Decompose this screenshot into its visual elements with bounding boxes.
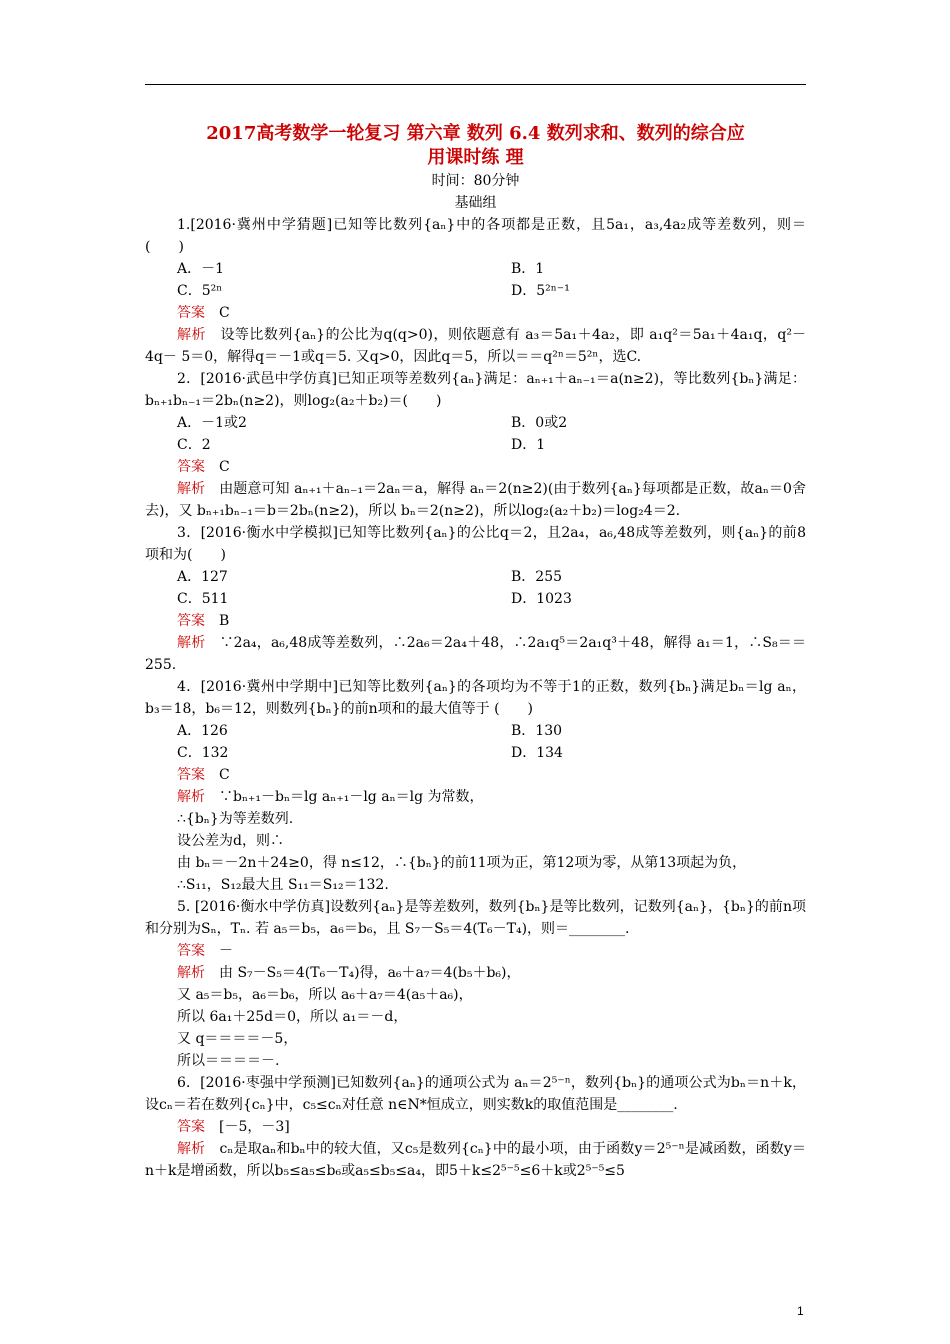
option-a: A．－1或2 [177, 415, 247, 431]
option-b: B．130 [511, 723, 563, 739]
question-2-options-cd [145, 434, 806, 456]
answer-value: C [219, 767, 230, 783]
answer-label: 答案 [177, 305, 205, 321]
answer-value: C [219, 305, 230, 321]
option-b: B．1 [511, 261, 545, 277]
analysis-text: cₙ是取aₙ和bₙ中的较大值，又c₅是数列{cₙ}中的最小项，由于函数y＝2⁵⁻ⁿ是减函数，函数y＝n＋k是增函数，所以b₅≤a₅≤b₆或a₅≤b₅≤a₄，即5＋k≤2⁵⁻⁵≤6＋k或2⁵⁻⁵≤5 [145, 1141, 807, 1179]
question-1-analysis [145, 324, 806, 368]
question-4-options-cd [145, 742, 806, 764]
analysis-label: 解析 [177, 789, 205, 805]
question-6-analysis [145, 1138, 806, 1182]
analysis-label: 解析 [177, 965, 205, 981]
question-4-stem: 4．[2016·冀州中学期中]已知等比数列{aₙ}的各项均为不等于1的正数，数列{bₙ}满足bₙ＝lg aₙ，b₃＝18，b₆＝12，则数列{bₙ}的前n项和的最大值等于 ( ) [145, 679, 806, 717]
question-5-answer [145, 940, 806, 962]
question-4-analysis-line: 设公差为d，则∴ [177, 833, 284, 849]
question-3-analysis [145, 632, 806, 676]
option-c: C．2 [177, 437, 211, 453]
answer-value: [－5，－3] [219, 1119, 290, 1135]
answer-label: 答案 [177, 943, 205, 959]
answer-label: 答案 [177, 767, 205, 783]
question-6-stem: 6．[2016·枣强中学预测]已知数列{aₙ}的通项公式为 aₙ＝2⁵⁻ⁿ，数列{bₙ}的通项公式为bₙ＝n＋k，设cₙ＝若在数列{cₙ}中，c₅≤cₙ对任意 n∈N*恒成立，则实数k的取值范围是________. [145, 1075, 806, 1113]
time-limit: 时间：80分钟 [431, 173, 520, 189]
document-title [145, 122, 806, 170]
question-2-stem: 2．[2016·武邑中学仿真]已知正项等差数列{aₙ}满足：aₙ₊₁＋aₙ₋₁＝a(n≥2)，等比数列{bₙ}满足：bₙ₊₁bₙ₋₁＝2bₙ(n≥2)，则log₂(a₂＋b₂)＝( ) [145, 371, 806, 409]
option-d: D．5²ⁿ⁻¹ [511, 283, 570, 299]
option-c: C．5²ⁿ [177, 283, 223, 299]
question-2-options-ab [145, 412, 806, 434]
question-4-answer [145, 764, 806, 786]
answer-label: 答案 [177, 613, 205, 629]
analysis-text: ∵bₙ₊₁－bₙ＝lg aₙ₊₁－lg aₙ＝lg 为常数， [219, 789, 484, 805]
question-3-options-ab [145, 566, 806, 588]
analysis-text: ∵2a₄，a₆,48成等差数列，∴2a₆＝2a₄＋48，∴2a₁q⁵＝2a₁q³＋48，解得 a₁＝1，∴S₈＝＝255. [145, 635, 806, 673]
title-line-2: 用课时练 理 [427, 147, 524, 168]
question-5-analysis [145, 962, 806, 984]
page-number: 1 [797, 1304, 804, 1318]
option-a: A．－1 [177, 261, 225, 277]
question-1-answer [145, 302, 806, 324]
question-1-options-ab [145, 258, 806, 280]
question-1-stem: 1.[2016·冀州中学猜题]已知等比数列{aₙ}中的各项都是正数，且5a₁，a₃,4a₂成等差数列，则＝( ) [145, 217, 806, 255]
question-5-analysis-line: 所以＝＝＝＝－. [177, 1053, 280, 1069]
option-a: A．126 [177, 723, 228, 739]
answer-value: C [219, 459, 230, 475]
question-5-analysis-line: 又 q＝＝＝＝－5， [177, 1031, 298, 1047]
question-3-options-cd [145, 588, 806, 610]
answer-value: － [219, 943, 233, 959]
question-4-analysis [145, 786, 806, 808]
question-5-stem: 5. [2016·衡水中学仿真]设数列{aₙ}是等差数列，数列{bₙ}是等比数列，记数列{aₙ}，{bₙ}的前n项和分别为Sₙ，Tₙ. 若 a₅＝b₅，a₆＝b₆，且 S₇－S₅＝4(T₆－T₄)，则＝________. [145, 899, 806, 937]
header-rule [145, 84, 806, 85]
answer-label: 答案 [177, 1119, 205, 1135]
question-3-stem: 3．[2016·衡水中学模拟]已知等比数列{aₙ}的公比q＝2，且2a₄，a₆,48成等差数列，则{aₙ}的前8项和为( ) [145, 525, 806, 563]
option-c: C．511 [177, 591, 229, 607]
option-d: D．134 [511, 745, 563, 761]
analysis-text: 由题意可知 aₙ₊₁＋aₙ₋₁＝2aₙ＝a，解得 aₙ＝2(n≥2)(由于数列{aₙ}每项都是正数，故aₙ＝0舍去)，又 bₙ₊₁bₙ₋₁＝b＝2bₙ(n≥2)，所以 bₙ＝2(n≥2)，所以log₂(a₂＋b₂)＝log₂4＝2. [145, 481, 807, 519]
analysis-label: 解析 [177, 635, 206, 651]
option-a: A．127 [177, 569, 228, 585]
option-d: D．1023 [511, 591, 572, 607]
option-b: B．0或2 [511, 415, 568, 431]
analysis-label: 解析 [177, 481, 206, 497]
answer-label: 答案 [177, 459, 205, 475]
question-1-options-cd [145, 280, 806, 302]
question-4-analysis-line: ∴{bₙ}为等差数列. [177, 811, 294, 827]
analysis-label: 解析 [177, 327, 206, 343]
analysis-text: 设等比数列{aₙ}的公比为q(q>0)，则依题意有 a₃＝5a₁＋4a₂，即 a₁q²＝5a₁＋4a₁q，q²－4q－ 5＝0，解得q＝－1或q＝5. 又q>0，因此q＝5，所以＝＝q²ⁿ＝5²ⁿ，选C. [145, 327, 806, 365]
group-heading: 基础组 [454, 195, 497, 211]
title-line-1: 2017高考数学一轮复习 第六章 数列 6.4 数列求和、数列的综合应 [206, 123, 745, 144]
option-b: B．255 [511, 569, 563, 585]
answer-value: B [219, 613, 230, 629]
option-d: D．1 [511, 437, 546, 453]
question-2-analysis [145, 478, 806, 522]
question-2-answer [145, 456, 806, 478]
question-5-analysis-line: 又 a₅＝b₅，a₆＝b₆，所以 a₆＋a₇＝4(a₅＋a₆)， [177, 987, 473, 1003]
analysis-text: 由 S₇－S₅＝4(T₆－T₄)得，a₆＋a₇＝4(b₅＋b₆)， [219, 965, 521, 981]
question-6-answer [145, 1116, 806, 1138]
document-body [145, 122, 806, 1182]
option-c: C．132 [177, 745, 229, 761]
question-3-answer [145, 610, 806, 632]
question-4-analysis-line: 由 bₙ＝－2n＋24≥0，得 n≤12，∴{bₙ}的前11项为正，第12项为零，从第13项起为负， [177, 855, 747, 871]
analysis-label: 解析 [177, 1141, 206, 1157]
question-5-analysis-line: 所以 6a₁＋25d＝0，所以 a₁＝－d， [177, 1009, 408, 1025]
question-4-analysis-line: ∴S₁₁，S₁₂最大且 S₁₁＝S₁₂＝132. [177, 877, 389, 893]
question-4-options-ab [145, 720, 806, 742]
